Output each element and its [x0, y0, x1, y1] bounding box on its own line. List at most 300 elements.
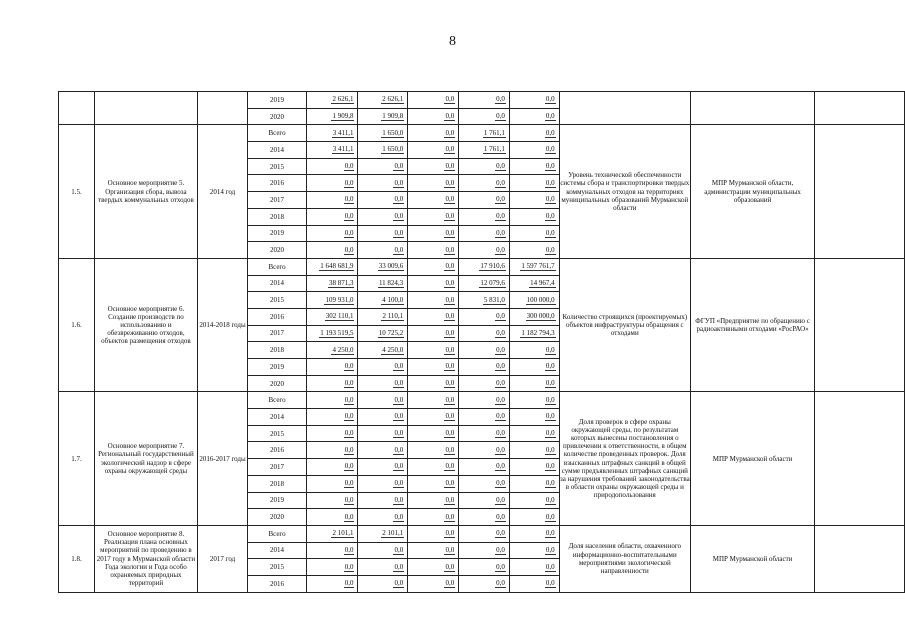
funding-value-cell	[408, 342, 459, 359]
funding-value: 0,0	[445, 345, 455, 354]
funding-value: 0,0	[445, 295, 455, 304]
funding-value-cell	[459, 342, 510, 359]
empty-cell	[815, 392, 905, 526]
funding-value: 0,0	[344, 195, 354, 204]
funding-value: 0,0	[496, 112, 505, 121]
year-cell: 2016	[248, 442, 307, 459]
funding-value-cell	[509, 242, 559, 259]
funding-value-cell	[459, 308, 510, 325]
funding-value-cell	[459, 375, 510, 392]
funding-value: 300 000,0	[526, 312, 555, 321]
funding-value-cell	[408, 258, 459, 275]
funding-value: 0,0	[394, 462, 404, 471]
funding-value-cell	[306, 258, 358, 275]
funding-value: 0,0	[545, 362, 555, 371]
year-cell: 2017	[248, 459, 307, 476]
funding-value-cell	[306, 325, 358, 342]
funding-value: 0,0	[445, 228, 455, 237]
funding-value-cell	[358, 475, 408, 492]
funding-value: 0,0	[445, 412, 455, 421]
funding-value: 0,0	[394, 212, 404, 221]
funding-value-cell	[358, 525, 408, 542]
funding-value: 0,0	[445, 379, 455, 388]
funding-value-cell	[408, 308, 459, 325]
funding-value-cell	[509, 275, 559, 292]
year-cell: 2015	[248, 559, 307, 576]
funding-value: 3 411,1	[332, 128, 354, 137]
funding-value: 0,0	[394, 395, 404, 404]
funding-value-cell	[509, 158, 559, 175]
funding-value-cell	[306, 542, 358, 559]
funding-value: 1 648 681,9	[320, 262, 354, 271]
funding-value-cell	[509, 425, 559, 442]
activity-period: 2014 год	[197, 125, 247, 259]
funding-value: 0,0	[344, 562, 354, 571]
year-cell: Всего	[248, 125, 307, 142]
carryover-cell	[59, 92, 95, 125]
funding-value-cell	[408, 108, 459, 125]
funding-value: 0,0	[445, 445, 455, 454]
funding-value: 0,0	[394, 228, 404, 237]
funding-value-cell	[358, 375, 408, 392]
indicator-cell: Доля проверок в сфере охраны окружающей среды, по результатам которых вынесены постановления о привлечении к ответственности, в общем количестве проведенных проверок. Доля взысканных штрафных санкций в общей сумме предъявленных штрафных санкций за нарушения требований законодательства в области охраны окружающей среды и природопользования	[559, 392, 690, 526]
funding-value: 0,0	[545, 512, 555, 521]
funding-value: 1 909,8	[332, 112, 354, 121]
funding-value-cell	[358, 292, 408, 309]
activity-name: Основное мероприятие 5. Организация сбора, вывоза твердых коммунальных отходов	[95, 125, 198, 259]
year-cell: 2018	[248, 208, 307, 225]
funding-value-cell	[509, 525, 559, 542]
funding-value: 2 110,1	[382, 312, 404, 321]
funding-value-cell	[459, 275, 510, 292]
funding-value: 0,0	[496, 395, 505, 404]
funding-value-cell	[306, 442, 358, 459]
funding-value-cell	[408, 409, 459, 426]
funding-value: 1 650,0	[382, 145, 404, 154]
funding-value-cell	[358, 425, 408, 442]
funding-value: 0,0	[545, 178, 555, 187]
funding-value: 0,0	[496, 529, 505, 538]
carryover-cell	[197, 92, 247, 125]
year-cell: 2014	[248, 409, 307, 426]
funding-value-cell	[306, 459, 358, 476]
year-cell: 2018	[248, 475, 307, 492]
funding-value: 2 626,1	[382, 95, 404, 104]
funding-value-cell	[509, 559, 559, 576]
year-cell: 2017	[248, 192, 307, 209]
funding-value: 0,0	[394, 495, 404, 504]
funding-value-cell	[408, 92, 459, 109]
funding-value-cell	[408, 575, 459, 592]
funding-value: 0,0	[496, 228, 505, 237]
year-cell: 2014	[248, 542, 307, 559]
funding-value-cell	[306, 192, 358, 209]
funding-value-cell	[408, 325, 459, 342]
funding-value-cell	[509, 208, 559, 225]
funding-value: 0,0	[394, 162, 404, 171]
funding-value: 0,0	[545, 379, 555, 388]
funding-value-cell	[306, 342, 358, 359]
year-cell: 2019	[248, 359, 307, 376]
funding-value-cell	[358, 359, 408, 376]
funding-value: 0,0	[545, 95, 555, 104]
funding-value-cell	[358, 242, 408, 259]
responsible-cell: ФГУП «Предприятие по обращению с радиоактивными отходами «РосРАО»	[691, 258, 815, 392]
indicator-cell: Уровень технической обеспеченности системы сбора и транспортировки твердых коммунальных отходов на территориях муниципальных образований Мурманской области	[559, 125, 690, 259]
funding-value: 1 597 761,7	[521, 262, 555, 271]
funding-value-cell	[509, 475, 559, 492]
funding-value-cell	[358, 575, 408, 592]
funding-value-cell	[408, 442, 459, 459]
funding-value: 0,0	[394, 512, 404, 521]
funding-value: 1 182 794,3	[521, 328, 555, 337]
funding-value-cell	[459, 359, 510, 376]
funding-value-cell	[408, 359, 459, 376]
funding-value-cell	[459, 525, 510, 542]
funding-value: 0,0	[496, 579, 505, 588]
funding-value: 0,0	[344, 429, 354, 438]
funding-value: 0,0	[394, 379, 404, 388]
funding-value: 0,0	[445, 128, 455, 137]
funding-value: 0,0	[496, 479, 505, 488]
funding-value: 5 831,0	[483, 295, 505, 304]
activity-period: 2016-2017 годы	[197, 392, 247, 526]
funding-value: 0,0	[394, 195, 404, 204]
funding-value-cell	[408, 425, 459, 442]
funding-value: 0,0	[496, 562, 505, 571]
empty-cell	[815, 125, 905, 259]
funding-value-cell	[509, 359, 559, 376]
funding-value-cell	[459, 325, 510, 342]
funding-value: 0,0	[344, 412, 354, 421]
funding-value: 0,0	[445, 512, 455, 521]
funding-value: 4 100,0	[382, 295, 404, 304]
funding-value: 0,0	[496, 212, 505, 221]
funding-value: 0,0	[496, 328, 505, 337]
funding-value-cell	[358, 225, 408, 242]
funding-value: 0,0	[344, 479, 354, 488]
funding-value-cell	[509, 125, 559, 142]
funding-value: 0,0	[445, 262, 455, 271]
funding-value: 0,0	[445, 112, 455, 121]
funding-value-cell	[358, 509, 408, 526]
year-cell: 2020	[248, 242, 307, 259]
indicator-cell: Количество строящихся (проектируемых) объектов инфраструктуры обращения с отходами	[559, 258, 690, 392]
funding-value: 0,0	[445, 162, 455, 171]
funding-value: 0,0	[344, 512, 354, 521]
funding-value: 0,0	[394, 445, 404, 454]
funding-value-cell	[358, 409, 408, 426]
funding-value: 0,0	[394, 479, 404, 488]
funding-value-cell	[358, 542, 408, 559]
funding-value-cell	[358, 559, 408, 576]
funding-value: 0,0	[394, 429, 404, 438]
funding-value: 0,0	[445, 178, 455, 187]
funding-value: 0,0	[496, 462, 505, 471]
funding-value: 0,0	[496, 195, 505, 204]
funding-value-cell	[459, 542, 510, 559]
activity-number: 1.7.	[59, 392, 95, 526]
funding-value-cell	[408, 542, 459, 559]
activity-name: Основное мероприятие 7. Региональный государственный экологический надзор в сфере охраны окружающей среды	[95, 392, 198, 526]
funding-value-cell	[306, 125, 358, 142]
funding-value-cell	[408, 459, 459, 476]
funding-value-cell	[358, 275, 408, 292]
funding-value: 0,0	[344, 162, 354, 171]
activity-name: Основное мероприятие 6. Создание производств по использованию и обезвреживанию отходов, объектов размещения отходов	[95, 258, 198, 392]
funding-value-cell	[408, 242, 459, 259]
funding-value: 2 626,1	[332, 95, 354, 104]
funding-value-cell	[306, 475, 358, 492]
year-cell: 2016	[248, 308, 307, 325]
carryover-cell	[559, 92, 690, 125]
funding-value: 0,0	[394, 245, 404, 254]
funding-value-cell	[358, 325, 408, 342]
funding-value-cell	[358, 492, 408, 509]
funding-value: 0,0	[445, 328, 455, 337]
table-row	[59, 125, 905, 142]
activity-period: 2014-2018 годы	[197, 258, 247, 392]
funding-value-cell	[306, 359, 358, 376]
funding-value: 0,0	[496, 178, 505, 187]
indicator-cell: Доля населения области, охваченного информационно-воспитательными мероприятиями экологической направленности	[559, 525, 690, 592]
funding-value: 0,0	[344, 245, 354, 254]
responsible-cell: МПР Мурманской области, администрации муниципальных образований	[691, 125, 815, 259]
funding-value-cell	[459, 492, 510, 509]
funding-value: 0,0	[344, 362, 354, 371]
funding-value: 17 910,6	[480, 262, 505, 271]
funding-value-cell	[408, 559, 459, 576]
funding-value: 0,0	[545, 529, 555, 538]
funding-value: 0,0	[545, 462, 555, 471]
funding-value-cell	[459, 92, 510, 109]
year-cell: 2020	[248, 375, 307, 392]
funding-value-cell	[306, 509, 358, 526]
funding-value: 0,0	[344, 445, 354, 454]
funding-value: 0,0	[496, 545, 505, 554]
year-cell: 2014	[248, 142, 307, 159]
funding-value-cell	[459, 409, 510, 426]
funding-value-cell	[306, 308, 358, 325]
funding-value: 0,0	[394, 545, 404, 554]
activity-period: 2017 год	[197, 525, 247, 592]
funding-value-cell	[408, 225, 459, 242]
funding-value-cell	[509, 108, 559, 125]
year-cell: 2016	[248, 175, 307, 192]
year-cell: Всего	[248, 258, 307, 275]
year-cell: Всего	[248, 392, 307, 409]
funding-value: 0,0	[496, 362, 505, 371]
carryover-cell	[815, 92, 905, 125]
funding-value-cell	[408, 208, 459, 225]
funding-value-cell	[306, 409, 358, 426]
funding-value: 1 193 519,5	[320, 328, 354, 337]
funding-value: 0,0	[445, 95, 455, 104]
funding-value: 14 967,4	[530, 278, 555, 287]
funding-value-cell	[306, 175, 358, 192]
funding-value: 0,0	[545, 212, 555, 221]
table-row	[59, 392, 905, 409]
funding-value: 0,0	[344, 395, 354, 404]
funding-value-cell	[509, 292, 559, 309]
funding-value-cell	[459, 142, 510, 159]
funding-value: 1 650,0	[382, 128, 404, 137]
funding-value: 0,0	[344, 579, 354, 588]
funding-value: 0,0	[394, 579, 404, 588]
funding-value: 1 909,8	[382, 112, 404, 121]
funding-value-cell	[459, 575, 510, 592]
funding-value: 1 761,1	[483, 128, 505, 137]
funding-value-cell	[509, 442, 559, 459]
year-cell: 2016	[248, 575, 307, 592]
funding-value-cell	[306, 108, 358, 125]
funding-value: 0,0	[496, 412, 505, 421]
funding-value-cell	[509, 192, 559, 209]
funding-value: 0,0	[545, 145, 555, 154]
table-row	[59, 92, 905, 109]
funding-value-cell	[358, 192, 408, 209]
funding-value-cell	[459, 208, 510, 225]
funding-value-cell	[408, 142, 459, 159]
funding-value: 0,0	[445, 362, 455, 371]
year-cell: 2020	[248, 509, 307, 526]
funding-value: 0,0	[344, 545, 354, 554]
funding-value-cell	[358, 175, 408, 192]
funding-value-cell	[408, 292, 459, 309]
funding-value: 11 824,3	[378, 278, 404, 287]
funding-value-cell	[459, 258, 510, 275]
year-cell: 2015	[248, 425, 307, 442]
funding-value-cell	[509, 392, 559, 409]
funding-value: 0,0	[496, 429, 505, 438]
empty-cell	[815, 525, 905, 592]
year-cell: 2019	[248, 492, 307, 509]
year-cell: 2015	[248, 158, 307, 175]
funding-value: 12 079,6	[480, 278, 505, 287]
funding-value: 0,0	[445, 212, 455, 221]
funding-value: 0,0	[445, 145, 455, 154]
funding-value-cell	[408, 375, 459, 392]
funding-value-cell	[408, 125, 459, 142]
funding-value-cell	[306, 208, 358, 225]
funding-value-cell	[459, 442, 510, 459]
funding-value-cell	[358, 158, 408, 175]
funding-value-cell	[509, 509, 559, 526]
funding-value: 0,0	[545, 195, 555, 204]
funding-value-cell	[459, 242, 510, 259]
funding-value: 0,0	[496, 245, 505, 254]
funding-value-cell	[459, 225, 510, 242]
funding-value: 0,0	[445, 479, 455, 488]
funding-value-cell	[306, 158, 358, 175]
funding-value: 0,0	[445, 545, 455, 554]
page-number: 8	[449, 34, 456, 49]
funding-value-cell	[358, 442, 408, 459]
funding-value-cell	[509, 142, 559, 159]
activity-name: Основное мероприятие 8. Реализация плана основных мероприятий по проведению в 2017 году в Мурманской области Года экологии и Года особо охраняемых природных территорий	[95, 525, 198, 592]
funding-value-cell	[509, 542, 559, 559]
funding-value-cell	[509, 258, 559, 275]
funding-value: 0,0	[344, 178, 354, 187]
activity-number: 1.5.	[59, 125, 95, 259]
funding-value-cell	[509, 459, 559, 476]
funding-value-cell	[358, 208, 408, 225]
funding-value-cell	[358, 342, 408, 359]
funding-value: 0,0	[545, 128, 555, 137]
year-cell: Всего	[248, 525, 307, 542]
funding-value-cell	[459, 392, 510, 409]
funding-value-cell	[459, 425, 510, 442]
funding-value-cell	[358, 308, 408, 325]
program-activities-table	[58, 91, 905, 593]
funding-value-cell	[509, 492, 559, 509]
carryover-cell	[95, 92, 198, 125]
table-row	[59, 258, 905, 275]
funding-value: 4 250,0	[382, 345, 404, 354]
funding-value-cell	[306, 292, 358, 309]
funding-value: 0,0	[445, 312, 455, 321]
funding-value-cell	[459, 559, 510, 576]
funding-value: 0,0	[445, 579, 455, 588]
funding-value: 0,0	[496, 379, 505, 388]
funding-value-cell	[358, 392, 408, 409]
funding-value: 100 000,0	[526, 295, 555, 304]
funding-value-cell	[408, 192, 459, 209]
funding-value-cell	[509, 308, 559, 325]
funding-value: 4 250,0	[332, 345, 354, 354]
funding-value: 0,0	[344, 228, 354, 237]
funding-value-cell	[306, 225, 358, 242]
funding-value-cell	[306, 425, 358, 442]
funding-value: 109 931,0	[325, 295, 354, 304]
funding-value: 0,0	[445, 395, 455, 404]
funding-value-cell	[459, 509, 510, 526]
funding-value-cell	[306, 525, 358, 542]
funding-value-cell	[306, 492, 358, 509]
funding-value-cell	[358, 92, 408, 109]
funding-value-cell	[509, 175, 559, 192]
funding-value-cell	[358, 142, 408, 159]
funding-value-cell	[509, 575, 559, 592]
funding-value: 0,0	[545, 579, 555, 588]
responsible-cell: МПР Мурманской области	[691, 392, 815, 526]
funding-value: 0,0	[496, 345, 505, 354]
funding-value: 33 009,6	[378, 262, 404, 271]
funding-value-cell	[358, 459, 408, 476]
funding-value: 3 411,1	[332, 145, 354, 154]
funding-value-cell	[306, 275, 358, 292]
funding-value-cell	[509, 325, 559, 342]
funding-value-cell	[358, 108, 408, 125]
funding-value-cell	[408, 509, 459, 526]
funding-value: 0,0	[545, 479, 555, 488]
funding-value-cell	[459, 108, 510, 125]
year-cell: 2018	[248, 342, 307, 359]
funding-value: 0,0	[545, 245, 555, 254]
empty-cell	[815, 258, 905, 392]
funding-value-cell	[306, 559, 358, 576]
funding-value-cell	[509, 225, 559, 242]
funding-value: 10 725,2	[378, 328, 404, 337]
funding-value-cell	[408, 275, 459, 292]
funding-value: 0,0	[344, 379, 354, 388]
funding-value: 0,0	[545, 345, 555, 354]
funding-value: 0,0	[394, 178, 404, 187]
funding-value: 0,0	[344, 495, 354, 504]
funding-value-cell	[509, 375, 559, 392]
funding-value-cell	[408, 175, 459, 192]
funding-value: 0,0	[496, 512, 505, 521]
